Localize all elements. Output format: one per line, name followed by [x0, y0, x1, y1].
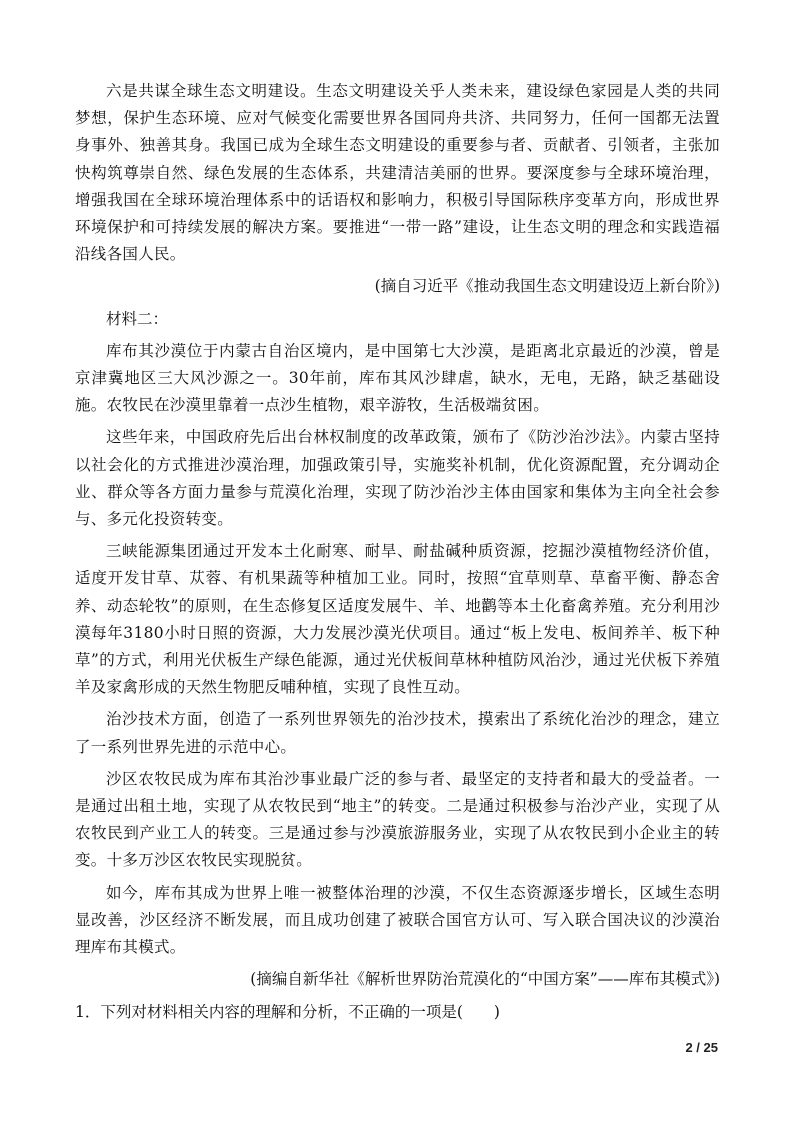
paragraph-ecological-civilization: 六是共谋全球生态文明建设。生态文明建设关乎人类未来，建设绿色家园是人类的共同梦想，保护生态环境、应对气候变化需要世界各国同舟共济、共同努力，任何一国都无法置身事外、独善其身。我国已成为全球生态文明建设的重要参与者、贡献者、引领者，主张加快构筑尊崇自然、绿色发展的生态体系，共建清洁美丽的世界。要深度参与全球环境治理，增强我国在全球环境治理体系中的话语权和影响力，积极引导国际秩序变革方向，形成世界环境保护和可持续发展的解决方案。要推进“一带一路”建设，让生态文明的理念和实践造福沿线各国人民。	[75, 82, 720, 264]
material-2-label: 材料二：	[106, 309, 169, 328]
paragraph-sand-control-technology: 治沙技术方面，创造了一系列世界领先的治沙技术，摸索出了系统化治沙的理念，建立了一系列世界先进的示范中心。	[75, 710, 720, 756]
paragraph-government-policy: 这些年来，中国政府先后出台林权制度的改革政策，颁布了《防沙治沙法》。内蒙古坚持以社会化的方式推进沙漠治理，加强政策引导，实施奖补机制，优化资源配置，充分调动企业、群众等各方面力量参与荒漠化治理，实现了防沙治沙主体由国家和集体为主向全社会参与、多元化投资转变。	[75, 428, 720, 529]
source-citation-2: (摘编自新华社《解析世界防治荒漠化的“中国方案”——库布其模式》)	[250, 970, 720, 989]
question-1: 1．下列对材料相关内容的理解和分析，不正确的一项是( )	[75, 1002, 500, 1021]
document-body	[75, 78, 720, 1026]
source-citation-1: (摘自习近平《推动我国生态文明建设迈上新台阶》)	[374, 277, 720, 296]
paragraph-farmers-herdsmen: 沙区农牧民成为库布其治沙事业最广泛的参与者、最坚定的支持者和最大的受益者。一是通过出租土地，实现了从农牧民到“地主”的转变。二是通过积极参与治沙产业，实现了从农牧民到产业工人的转变。三是通过参与沙漠旅游服务业，实现了从农牧民到小企业主的转变。十多万沙区农牧民实现脱贫。	[75, 769, 720, 870]
page-number: 2 / 25	[685, 1040, 718, 1055]
paragraph-kubuqi-model: 如今，库布其成为世界上唯一被整体治理的沙漠，不仅生态资源逐步增长，区域生态明显改善，沙区经济不断发展，而且成功创建了被联合国官方认可、写入联合国决议的沙漠治理库布其模式。	[75, 883, 720, 957]
paragraph-kubuqi-intro: 库布其沙漠位于内蒙古自治区境内，是中国第七大沙漠，是距离北京最近的沙漠，曾是京津冀地区三大风沙源之一。30年前，库布其风沙肆虐，缺水，无电，无路，缺乏基础设施。农牧民在沙漠里靠着一点沙生植物，艰辛游牧，生活极端贫困。	[75, 341, 720, 415]
paragraph-three-gorges-energy: 三峡能源集团通过开发本土化耐寒、耐旱、耐盐碱种质资源，挖掘沙漠植物经济价值，适度开发甘草、苁蓉、有机果蔬等种植加工业。同时，按照“宜草则草、草畜平衡、静态舍养、动态轮牧”的原则，在生态修复区适度发展牛、羊、地鹳等本土化畜禽养殖。充分利用沙漠每年3180小时日照的资源，大力发展沙漠光伏项目。通过“板上发电、板间养羊、板下种草”的方式，利用光伏板生产绿色能源，通过光伏板间草林种植防风治沙，通过光伏板下养殖羊及家禽形成的天然生物肥反哺种植，实现了良性互动。	[75, 542, 720, 697]
